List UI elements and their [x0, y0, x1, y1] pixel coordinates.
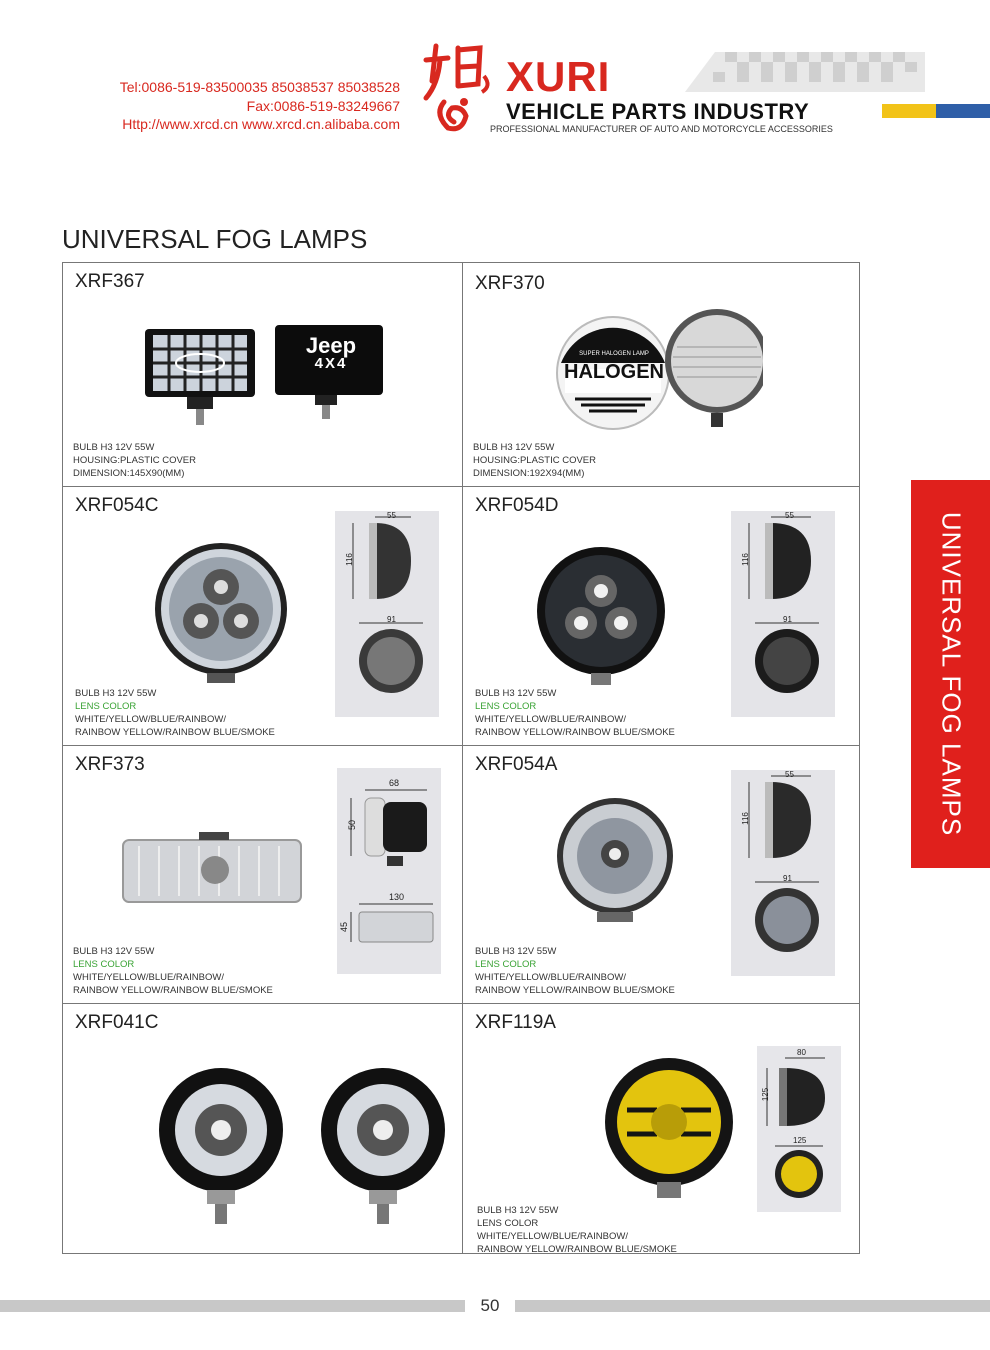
spec-line: HOUSING:PLASTIC COVER [73, 455, 196, 466]
side-view-diagram [757, 1046, 841, 1212]
fog-lamp-photo [553, 794, 683, 929]
product-code: XRF373 [75, 754, 145, 775]
fog-lamp-photo [533, 545, 673, 690]
spec-line: DIMENSION:145X90(MM) [73, 468, 185, 479]
dimension-drawing [757, 1046, 841, 1212]
section-title: UNIVERSAL FOG LAMPS [62, 224, 368, 254]
product-code: XRF367 [75, 271, 145, 292]
spec-line: WHITE/YELLOW/BLUE/RAINBOW/ [475, 972, 626, 983]
dim-height: 125 [761, 1087, 771, 1102]
spec-line: WHITE/YELLOW/BLUE/RAINBOW/ [75, 714, 226, 725]
dim-width: 55 [785, 511, 794, 520]
side-view-diagram [335, 511, 439, 717]
contact-tel: Tel:0086-519-83500035 85038537 85038528 [119, 79, 400, 95]
product-cell-xrf041c [63, 1004, 462, 1254]
spec-line: RAINBOW YELLOW/RAINBOW BLUE/SMOKE [477, 1244, 677, 1255]
spec-line: BULB H3 12V 55W [475, 688, 557, 699]
fog-lamp-photo [151, 539, 291, 689]
product-spec [73, 945, 273, 997]
page-number: 50 [480, 1296, 500, 1315]
checkered-flag-decoration [685, 52, 925, 92]
spec-lens-color-label: LENS COLOR [475, 701, 537, 712]
side-view-diagram [731, 770, 835, 976]
side-view-diagram [337, 768, 441, 974]
spec-line: RAINBOW YELLOW/RAINBOW BLUE/SMOKE [475, 985, 675, 996]
spec-line: RAINBOW YELLOW/RAINBOW BLUE/SMOKE [75, 727, 275, 738]
dim-width: 55 [785, 770, 794, 779]
brand-tagline: PROFESSIONAL MANUFACTURER OF AUTO AND MOTORCYCLE ACCESSORIES [490, 124, 833, 134]
spec-line: LENS COLOR [477, 1218, 539, 1229]
spec-line: BULB H3 12V 55W [75, 688, 157, 699]
product-spec [475, 687, 675, 739]
product-cell-xrf054d [463, 487, 861, 745]
side-view-diagram [731, 511, 835, 717]
fog-lamp-photo [603, 1056, 739, 1206]
yellow-blue-stripe-decoration [882, 104, 990, 118]
dim-length: 130 [389, 892, 405, 902]
dim-height: 116 [740, 812, 750, 825]
spec-line: HOUSING:PLASTIC COVER [473, 455, 596, 466]
dimension-drawing [335, 511, 439, 717]
spec-line: BULB H3 12V 55W [475, 946, 557, 957]
product-spec [73, 441, 196, 480]
product-code: XRF041C [75, 1012, 159, 1033]
spec-line: BULB H3 12V 55W [73, 442, 155, 453]
dim-width: 55 [387, 511, 396, 520]
product-cell-xrf370 [463, 263, 861, 486]
dim-height: 116 [740, 553, 750, 566]
dim-depth: 80 [797, 1048, 806, 1057]
spec-lens-color-label: LENS COLOR [475, 959, 537, 970]
cover-text-jeep: Jeep [305, 333, 357, 358]
contact-info [40, 78, 400, 134]
product-code: XRF370 [475, 273, 545, 294]
dim-lamp-height: 45 [339, 921, 350, 933]
product-cell-xrf373 [63, 746, 462, 1003]
product-spec [477, 1204, 677, 1256]
fog-lamp-photo [119, 832, 305, 912]
spec-line: RAINBOW YELLOW/RAINBOW BLUE/SMOKE [73, 985, 273, 996]
product-spec [473, 441, 596, 480]
spec-line: DIMENSION:192X94(MM) [473, 468, 585, 479]
side-tab-label: UNIVERSAL FOG LAMPS [936, 511, 966, 837]
fog-lamp-photo [159, 1060, 445, 1230]
dimension-drawing [337, 768, 441, 974]
spec-line: BULB H3 12V 55W [477, 1205, 559, 1216]
dim-depth: 68 [389, 778, 400, 788]
product-grid [62, 262, 860, 1254]
cover-text-4x4: 4X4 [314, 355, 348, 372]
product-cell-xrf054a [463, 746, 861, 1003]
cover-text-halogen: HALOGEN [564, 361, 664, 383]
contact-fax: Fax:0086-519-83249667 [246, 97, 400, 114]
spec-lens-color-label: LENS COLOR [73, 959, 135, 970]
product-cell-xrf119a [463, 1004, 861, 1254]
contact-web: Http://www.xrcd.cn www.xrcd.cn.alibaba.com [122, 116, 400, 132]
product-code: XRF119A [475, 1012, 556, 1033]
brand-subtitle: VEHICLE PARTS INDUSTRY [506, 99, 810, 124]
dim-height: 50 [347, 819, 358, 831]
brand-name: XURI [506, 53, 611, 100]
dim-diameter: 91 [783, 615, 792, 624]
product-cell-xrf367 [63, 263, 462, 486]
cover-text-small: SUPER HALOGEN LAMP [579, 351, 649, 357]
product-code: XRF054C [75, 495, 159, 516]
dimension-drawing [731, 770, 835, 976]
footer-bar-left [0, 1300, 465, 1312]
dim-diameter: 91 [783, 874, 792, 883]
xuri-logo-icon [418, 36, 498, 136]
side-section-tab [911, 480, 990, 868]
dim-height: 116 [344, 553, 354, 566]
spec-line: WHITE/YELLOW/BLUE/RAINBOW/ [477, 1231, 628, 1242]
dimension-drawing [731, 511, 835, 717]
product-spec [75, 687, 275, 739]
product-spec [475, 945, 675, 997]
spec-line: WHITE/YELLOW/BLUE/RAINBOW/ [475, 714, 626, 725]
spec-line: BULB H3 12V 55W [73, 946, 155, 957]
footer-bar-right [515, 1300, 990, 1312]
spec-line: BULB H3 12V 55W [473, 442, 555, 453]
dim-diameter: 125 [793, 1136, 807, 1145]
dim-diameter: 91 [387, 615, 396, 624]
spec-lens-color-label: LENS COLOR [75, 701, 137, 712]
product-code: XRF054D [475, 495, 559, 516]
spec-line: WHITE/YELLOW/BLUE/RAINBOW/ [73, 972, 224, 983]
product-code: XRF054A [475, 754, 558, 775]
product-cell-xrf054c [63, 487, 462, 745]
spec-line: RAINBOW YELLOW/RAINBOW BLUE/SMOKE [475, 727, 675, 738]
